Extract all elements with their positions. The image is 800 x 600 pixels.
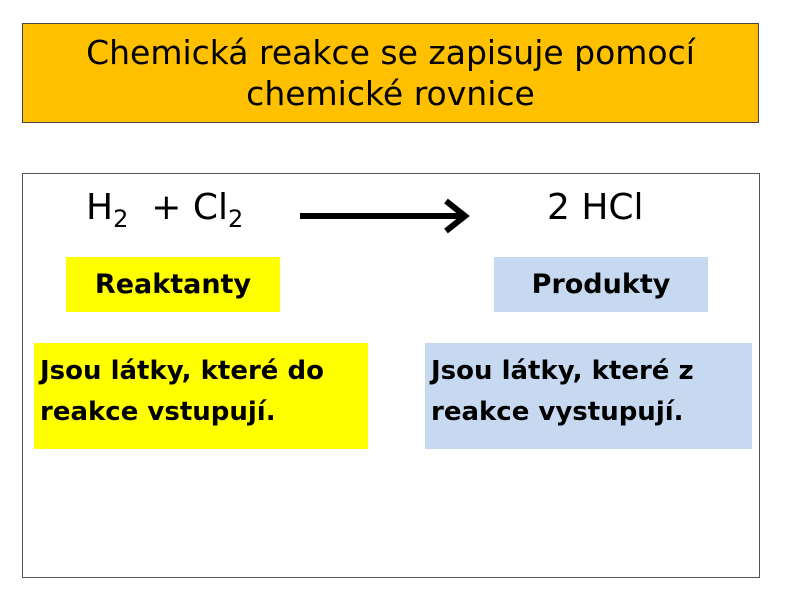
reactant-hydrogen-subscript: 2 [113, 205, 129, 233]
reactant-chlorine-subscript: 2 [228, 205, 244, 233]
right-arrow-icon [298, 198, 472, 234]
reactant-chlorine: Cl [192, 187, 229, 228]
product-formula: 2 HCl [547, 187, 644, 228]
reactants-label [66, 257, 280, 312]
products-description: Jsou látky, které z reakce vystupují. [425, 343, 752, 449]
slide-title-box [22, 23, 759, 123]
reactants-label-text: Reaktanty [94, 269, 252, 300]
reactants-description: Jsou látky, které do reakce vstupují. [34, 343, 368, 449]
reactants-formula [86, 186, 244, 233]
slide-title: Chemická reakce se zapisuje pomocí chemické rovnice [86, 33, 695, 113]
products-label [494, 257, 708, 312]
plus-sign: + [151, 187, 182, 228]
products-label-text: Produkty [531, 269, 671, 300]
reactant-hydrogen: H [86, 187, 114, 228]
